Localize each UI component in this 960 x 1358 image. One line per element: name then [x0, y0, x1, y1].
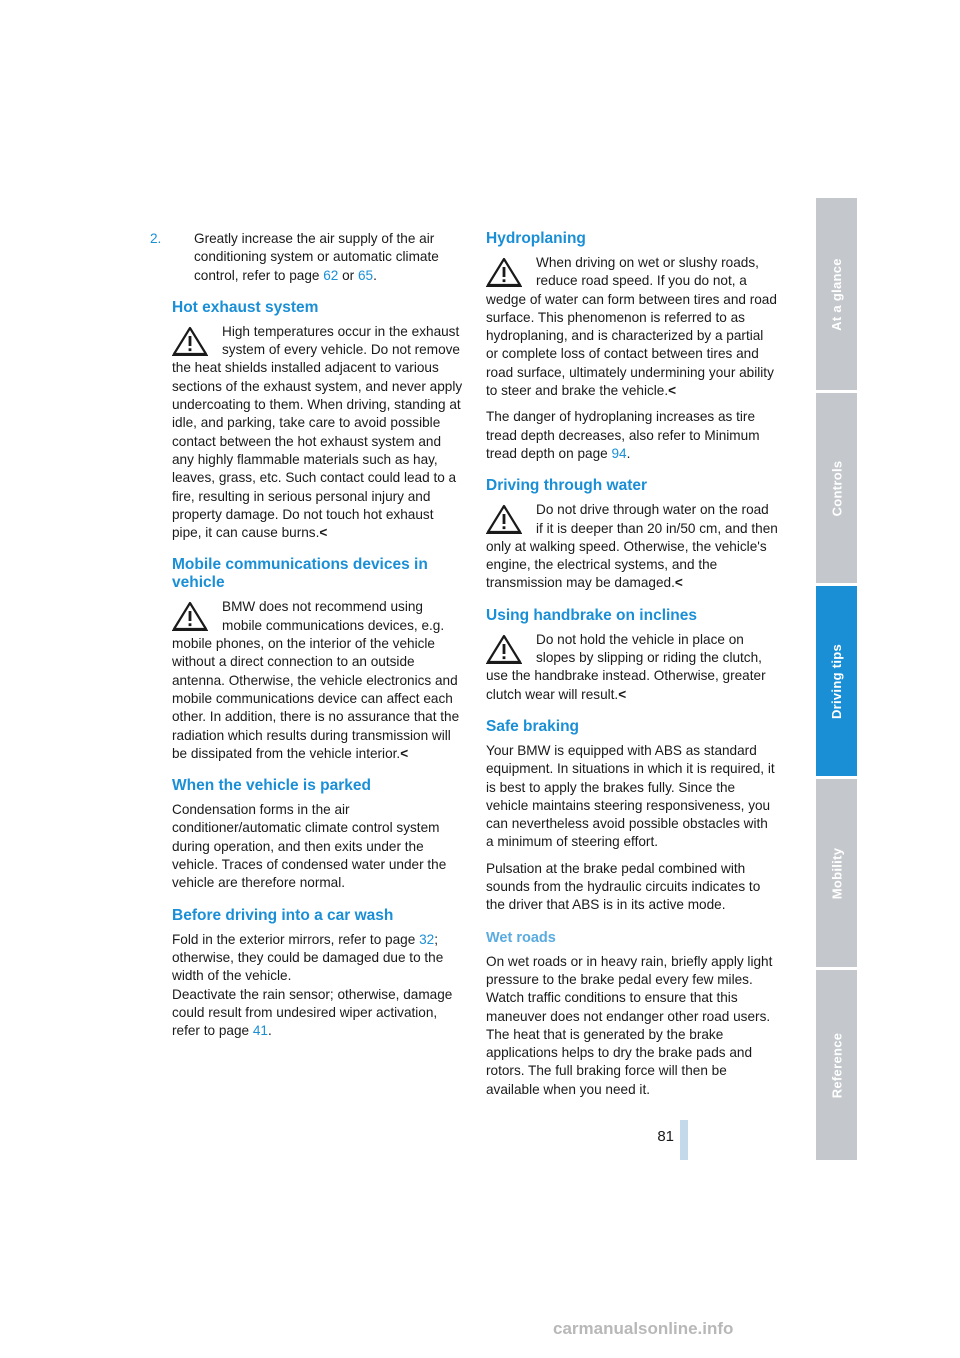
- heading-mobile-devices: Mobile communications devices in vehicle: [172, 556, 428, 592]
- heading-hot-exhaust: Hot exhaust system: [172, 298, 319, 316]
- page-marker-bar: [680, 1120, 688, 1160]
- tab-at-a-glance[interactable]: At a glance: [816, 198, 857, 390]
- left-column: [150, 230, 464, 1048]
- heading-driving-through-water: Driving through water: [486, 477, 648, 495]
- end-mark: <: [400, 745, 409, 761]
- paragraph-tread-depth: The danger of hydroplaning increases as tire tread depth decreases, also refer to Minimum tread depth on page 94.: [486, 409, 760, 461]
- page-number: 81: [657, 1128, 674, 1145]
- tab-controls[interactable]: Controls: [816, 393, 857, 583]
- warning-handbrake-inclines: Do not hold the vehicle in place on slopes by slipping or riding the clutch, use the handbrake instead. Otherwise, greater clutch wear will result.<: [486, 631, 766, 702]
- warning-hydroplaning: When driving on wet or slushy roads, reduce road speed. If you do not, a wedge of water can form between tires and road surface. This phenomenon is referred to as hydroplaning, and is characterized by a partial or complete loss of contact between tires and road surface, ultimately undermining your ability to steer and brake the vehicle.<: [486, 255, 777, 399]
- heading-hydroplaning: Hydroplaning: [486, 230, 586, 247]
- tab-driving-tips[interactable]: Driving tips: [816, 586, 857, 776]
- heading-wet-roads: Wet roads: [486, 929, 556, 946]
- warning-icon: [486, 257, 522, 287]
- tab-reference[interactable]: Reference: [816, 970, 857, 1160]
- heading-car-wash: Before driving into a car wash: [172, 906, 394, 924]
- page-link-32[interactable]: 32: [419, 931, 435, 947]
- warning-mobile-devices: BMW does not recommend using mobile communications devices, e.g. mobile phones, on the interior of the vehicle without a direct connection to an outside antenna. Otherwise, the vehicle electronics and mobile communications device can affect each other. In addition, there is no assurance that the radiation which results during transmission will be dissipated from the vehicle interior.<: [172, 599, 460, 761]
- page-link-94[interactable]: 94: [611, 445, 627, 461]
- end-mark: <: [319, 525, 328, 541]
- paragraph-safe-braking-1: Your BMW is equipped with ABS as standard equipment. In situations in which it is required, it is best to apply the brakes fully. Since the vehicle maintains steering responsiveness, you can nevertheless avoid possible obstacles with a minimum of steering effort.: [486, 742, 775, 850]
- page-link-41[interactable]: 41: [252, 1023, 268, 1039]
- watermark: carmanualsonline.info: [553, 1319, 734, 1338]
- right-column: [486, 230, 778, 1107]
- warning-icon: [172, 326, 208, 356]
- warning-driving-through-water: Do not drive through water on the road if it is deeper than 20 in/50 cm, and then only at walking speed. Otherwise, the vehicle's engine, the electrical systems, and the transmission may be damaged.<: [486, 502, 778, 591]
- warning-icon: [486, 634, 522, 664]
- list-item-2: 2. Greatly increase the air supply of the air conditioning system or automatic climate control, refer to page 62 or 65.: [150, 231, 439, 283]
- warning-hot-exhaust: High temperatures occur in the exhaust system of every vehicle. Do not remove the heat shields installed adjacent to various sections of the exhaust system, and never apply undercoating to them. When driving, standing at idle, and parking, take care to avoid possible contact between the hot exhaust system and any highly flammable materials such as hay, leaves, grass, etc. Such contact could lead to a fire, resulting in serious personal injury and property damage. Do not touch hot exhaust pipe, it can cause burns.<: [172, 323, 463, 541]
- paragraph-safe-braking-2: Pulsation at the brake pedal combined with sounds from the hydraulic circuits indicates to the driver that ABS is in its active mode.: [486, 860, 761, 913]
- section-sidebar: [816, 198, 857, 1160]
- list-number: 2.: [150, 231, 162, 246]
- tab-mobility[interactable]: Mobility: [816, 779, 857, 967]
- end-mark: <: [668, 383, 677, 399]
- paragraph-wet-roads: On wet roads or in heavy rain, briefly apply light pressure to the brake pedal every few miles. Watch traffic conditions to ensure that this maneuver does not endanger other road users. The heat that is generated by the brake applications helps to dry the brake pads and rotors. The full braking force will then be available when you need it.: [486, 953, 773, 1097]
- heading-vehicle-parked: When the vehicle is parked: [172, 777, 371, 795]
- end-mark: <: [674, 575, 683, 591]
- paragraph-vehicle-parked: Condensation forms in the air conditioner/automatic climate control system during operation, and then exits under the vehicle. Traces of condensed water under the vehicle are therefore normal.: [172, 802, 447, 891]
- warning-icon: [172, 601, 208, 631]
- page-link-62[interactable]: 62: [323, 267, 339, 283]
- page-link-65[interactable]: 65: [357, 267, 374, 283]
- end-mark: <: [618, 686, 627, 702]
- paragraph-car-wash: Fold in the exterior mirrors, refer to page 32; otherwise, they could be damaged due to the width of the vehicle. Deactivate the rain sensor; otherwise, damage could result from undesired wiper activation, refer to page 41.: [172, 931, 453, 1039]
- heading-handbrake-inclines: Using handbrake on inclines: [486, 606, 698, 624]
- warning-icon: [486, 504, 522, 534]
- heading-safe-braking: Safe braking: [486, 717, 580, 735]
